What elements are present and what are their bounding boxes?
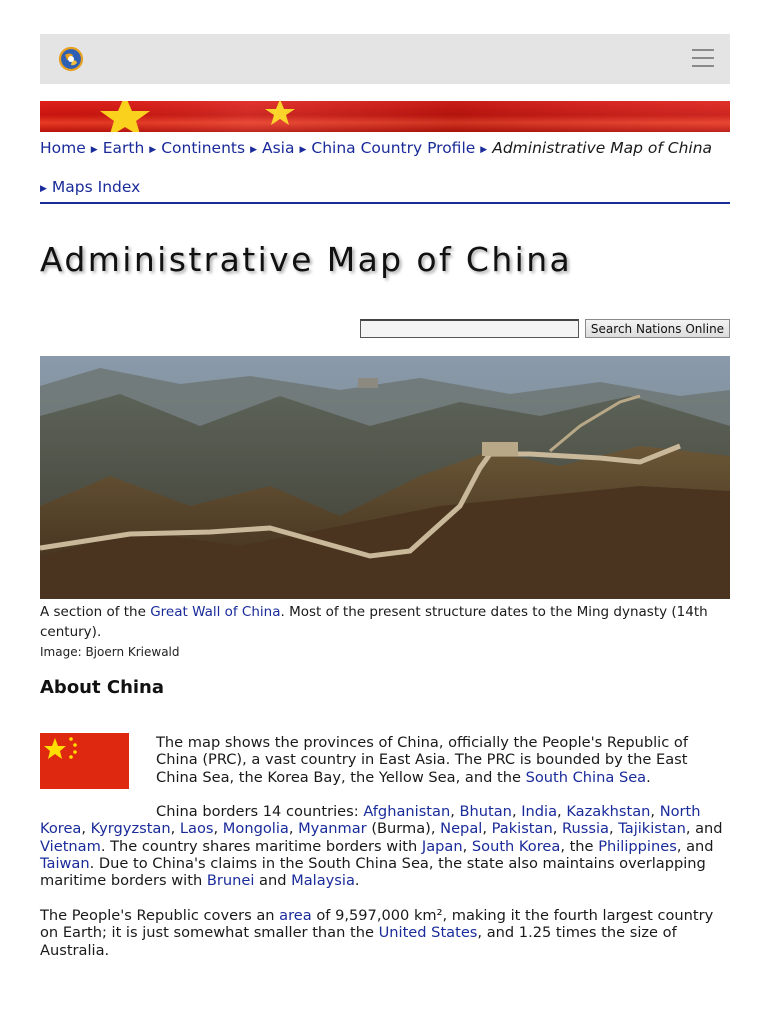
about-paragraph-1 — [156, 734, 731, 786]
caption-text: A section of the — [40, 604, 151, 620]
kyrgyzstan-link[interactable]: Kyrgyzstan — [90, 820, 171, 838]
text: . — [354, 872, 360, 890]
top-bar — [40, 34, 730, 84]
breadcrumb-arrow-icon: ▶ — [250, 145, 257, 155]
great-wall-photo — [40, 356, 730, 599]
text: , and — [676, 837, 714, 855]
maps-index-link[interactable]: Maps Index — [51, 178, 141, 196]
breadcrumb-continents[interactable]: Continents — [161, 139, 246, 157]
taiwan-link[interactable]: Taiwan — [40, 854, 90, 872]
text: The People's Republic covers an — [40, 907, 280, 924]
text: of 9,597,000 km², making it the fourth largest country on Earth; it is just somewhat smaller than the — [40, 907, 714, 942]
hamburger-menu-icon[interactable] — [692, 49, 714, 69]
afghanistan-link[interactable]: Afghanistan — [363, 803, 451, 820]
japan-link[interactable]: Japan — [421, 837, 463, 855]
breadcrumb-asia[interactable]: Asia — [261, 139, 295, 157]
breadcrumb-current: Administrative Map of China — [492, 139, 713, 157]
search-input[interactable] — [360, 319, 579, 338]
text: . Due to China's claims in the South China Sea, the state also maintains overlapping maritime borders with — [40, 854, 706, 890]
about-china-heading: About China — [40, 677, 165, 698]
maps-index-link-row — [40, 177, 140, 200]
philippines-link[interactable]: Philippines — [598, 837, 677, 855]
text: , and 1.25 times the size of Australia. — [40, 924, 677, 959]
photo-credit: Image: Bjoern Kriewald — [40, 645, 180, 659]
page-title: Administrative Map of China — [40, 240, 573, 279]
flag-stars — [40, 733, 129, 789]
text: . — [646, 768, 651, 786]
text: , the — [560, 837, 599, 855]
area-link[interactable]: area — [279, 907, 312, 924]
search-button[interactable]: Search Nations Online — [585, 319, 730, 338]
kazakhstan-link[interactable]: Kazakhstan — [566, 803, 651, 820]
north-korea-link[interactable]: North Korea — [40, 803, 701, 838]
laos-link[interactable]: Laos — [179, 820, 214, 838]
myanmar-link[interactable]: Myanmar — [298, 820, 367, 838]
breadcrumb-china-profile[interactable]: China Country Profile — [311, 139, 476, 157]
breadcrumb-arrow-icon: ▶ — [299, 145, 307, 155]
tajikistan-link[interactable]: Tajikistan — [618, 820, 686, 838]
breadcrumb-arrow-icon: ▶ — [480, 145, 488, 155]
malaysia-link[interactable]: Malaysia — [291, 872, 355, 890]
nepal-link[interactable]: Nepal — [440, 820, 483, 838]
text: (Burma), — [366, 820, 441, 838]
great-wall-link[interactable]: Great Wall of China — [150, 604, 281, 620]
india-link[interactable]: India — [521, 803, 558, 820]
text: . The country shares maritime borders with — [100, 837, 422, 855]
about-paragraph-3 — [40, 907, 730, 959]
south-korea-link[interactable]: South Korea — [471, 837, 561, 855]
nations-online-globe-icon[interactable] — [58, 46, 84, 72]
bhutan-link[interactable]: Bhutan — [459, 803, 512, 820]
text: The map shows the provinces of China, officially the People's Republic of China (PRC), a vast country in East Asia. The PRC is bounded by the East China Sea, the Korea Bay, the Yellow Sea, and the — [156, 734, 688, 786]
text: China borders 14 countries: — [156, 803, 364, 820]
photo-caption — [40, 602, 730, 642]
breadcrumb-earth[interactable]: Earth — [102, 139, 145, 157]
south-china-sea-link[interactable]: South China Sea — [525, 768, 647, 786]
breadcrumb-arrow-icon: ▶ — [149, 145, 157, 155]
breadcrumb-home[interactable]: Home — [40, 139, 86, 157]
china-flag-banner — [40, 101, 730, 132]
pakistan-link[interactable]: Pakistan — [491, 820, 553, 838]
text: , and — [685, 820, 723, 838]
breadcrumb-arrow-icon: ▶ — [90, 145, 98, 155]
breadcrumb — [40, 138, 740, 161]
vietnam-link[interactable]: Vietnam — [40, 837, 101, 855]
united-states-link[interactable]: United States — [378, 924, 478, 942]
mongolia-link[interactable]: Mongolia — [222, 820, 289, 838]
breadcrumb-arrow-icon: ▶ — [40, 184, 47, 194]
brunei-link[interactable]: Brunei — [206, 872, 255, 890]
russia-link[interactable]: Russia — [562, 820, 609, 838]
about-paragraph-2: China borders 14 countries: Afghanistan, Bhutan, India, Kazakhstan, North Korea, Kyrgyzstan, Laos, Mongolia, Myanmar (Burma), Nepal, Pakistan, Russia, Tajikistan, and Vietnam. The country shares maritime borders with Japan, South Korea, the Philippines, and Taiwan. Due to China's claims in the South China Sea, the state also maintains overlapping maritime borders with Brunei and Malaysia. — [40, 803, 723, 890]
divider — [40, 202, 730, 204]
text: and — [254, 872, 292, 890]
banner-stars — [40, 101, 730, 132]
great-wall-illustration — [40, 356, 730, 599]
caption-text-end: . Most of the present structure dates to the Ming dynasty (14th century). — [40, 604, 708, 640]
china-flag-icon — [40, 733, 129, 789]
